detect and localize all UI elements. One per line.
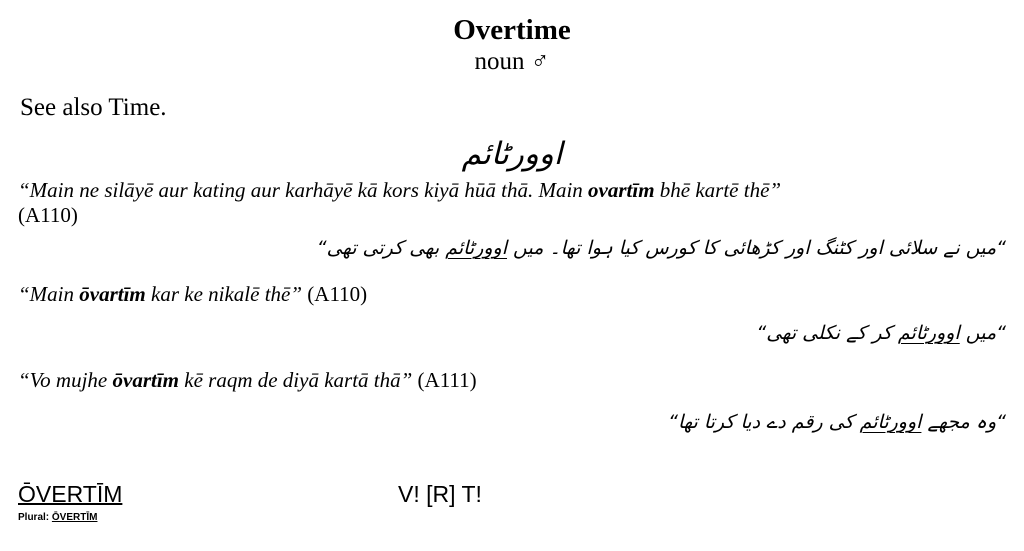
entry-title: Overtime bbox=[453, 14, 571, 46]
example-1-roman: “Main ne silāyē aur kating aur karhāyē kā kors kiyā hūā thā. Main ovartīm bhē kartē thē” bbox=[18, 178, 782, 202]
see-also: See also Time. bbox=[20, 94, 167, 121]
headword-roman: ŌVERTĪM bbox=[18, 481, 123, 507]
urdu-headword: اوورٹائم bbox=[461, 136, 563, 172]
example-2-reference: (A110) bbox=[302, 282, 368, 306]
example-1-urdu-keyword: اوورٹائم bbox=[445, 237, 508, 259]
example-3-urdu-keyword: اوورٹائم bbox=[859, 411, 922, 433]
phonetic-code: V! [R] T! bbox=[398, 481, 482, 507]
pos-label: noun bbox=[474, 48, 525, 75]
example-1-keyword: ovartīm bbox=[588, 178, 655, 202]
example-1-urdu: “میں نے سلائی اور کٹنگ اور کڑھائی کا کورس کیا ہوا تھا۔ میں اوورٹائم بھی کرتی تھی“ bbox=[316, 237, 1006, 259]
example-2-roman: “Main ōvartīm kar ke nikalē thē” (A110) bbox=[18, 282, 368, 306]
example-2-keyword: ōvartīm bbox=[79, 282, 146, 306]
male-gender-icon: ♂ bbox=[530, 48, 550, 75]
example-2-urdu: “میں اوورٹائم کر کے نکلی تھی“ bbox=[756, 322, 1006, 344]
example-1-reference: (A110) bbox=[18, 203, 78, 227]
plural-form: Plural: ŌVERTĪM bbox=[18, 512, 98, 523]
part-of-speech bbox=[0, 48, 1024, 76]
example-2-urdu-keyword: اوورٹائم bbox=[897, 322, 960, 344]
example-3-roman: “Vo mujhe ōvartīm kē raqm de diyā kartā thā” (A111) bbox=[18, 368, 477, 392]
example-3-keyword: ōvartīm bbox=[112, 368, 179, 392]
example-3-reference: (A111) bbox=[412, 368, 477, 392]
example-3-urdu: “وہ مجھے اوورٹائم کی رقم دے دیا کرتا تھا“ bbox=[668, 411, 1006, 433]
